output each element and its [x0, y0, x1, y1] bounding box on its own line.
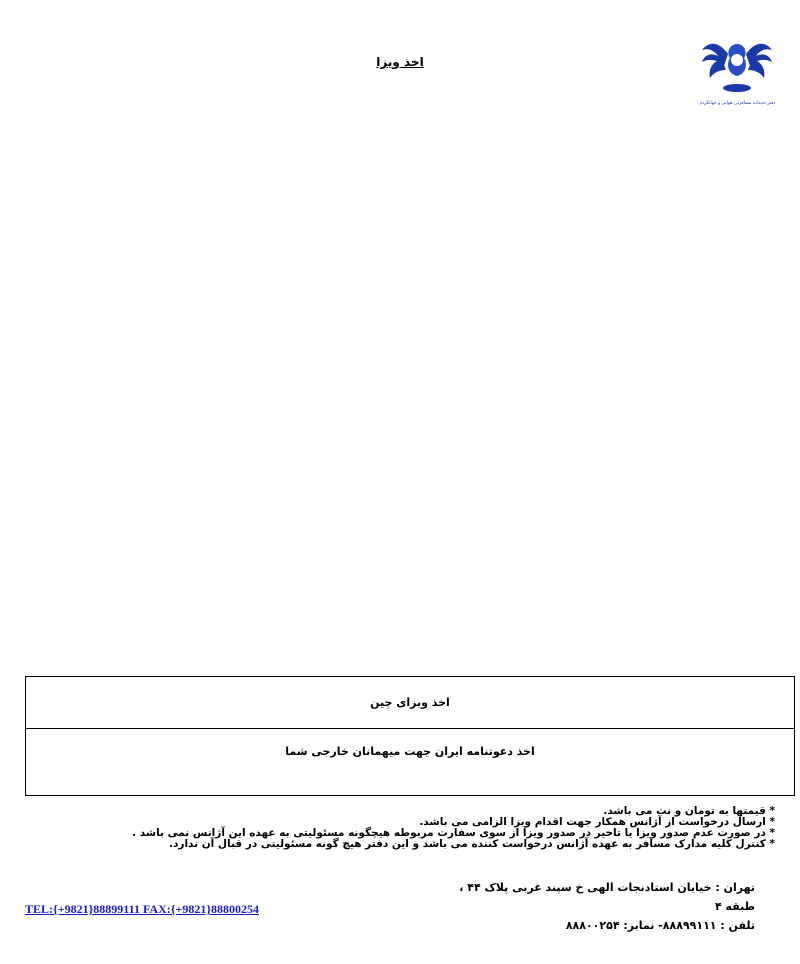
- address-line: تهران : خیابان استادنجات الهی خ سپند غربی پلاک ۴۴ ،: [459, 881, 755, 894]
- company-logo: [700, 30, 775, 110]
- note-item: * کنترل کلیه مدارک مسافر به عهده آژانس درخواست کننده می باشد و این دفتر هیچ گونه مسئولیتی در قبال آن ندارد.: [15, 839, 775, 850]
- note-item: * در صورت عدم صدور ویزا یا تاخیر در صدور ویزا از سوی سفارت مربوطه هیچگونه مسئولیتی به عهده این آژانس نمی باشد .: [15, 828, 775, 839]
- invitation-row: اخذ دعوتنامه ایران جهت میهمانان خارجی شما: [25, 727, 795, 796]
- office-address: [459, 878, 755, 935]
- china-visa-row: اخذ ویزای چین: [25, 676, 795, 729]
- address-line: طبقه ۴: [715, 900, 755, 913]
- contact-link[interactable]: TEL:{+9821}88899111 FAX:{+9821}88800254: [25, 902, 260, 916]
- svg-text:دفتر خدمات مسافرتی هوایی و جها: دفتر خدمات مسافرتی هوایی و جهانگردی: [700, 101, 775, 106]
- address-line: تلفن : ۸۸۸۹۹۱۱۱- نمابر: ۸۸۸۰۰۲۵۴: [565, 919, 755, 932]
- note-item: * ارسال درخواست از آژانس همکار جهت اقدام ویزا الزامی می باشد.: [15, 817, 775, 828]
- notes-list: [15, 806, 775, 850]
- note-item: * قیمتها به تومان و نت می باشد.: [15, 806, 775, 817]
- page-title: اخذ ویزا: [376, 55, 424, 69]
